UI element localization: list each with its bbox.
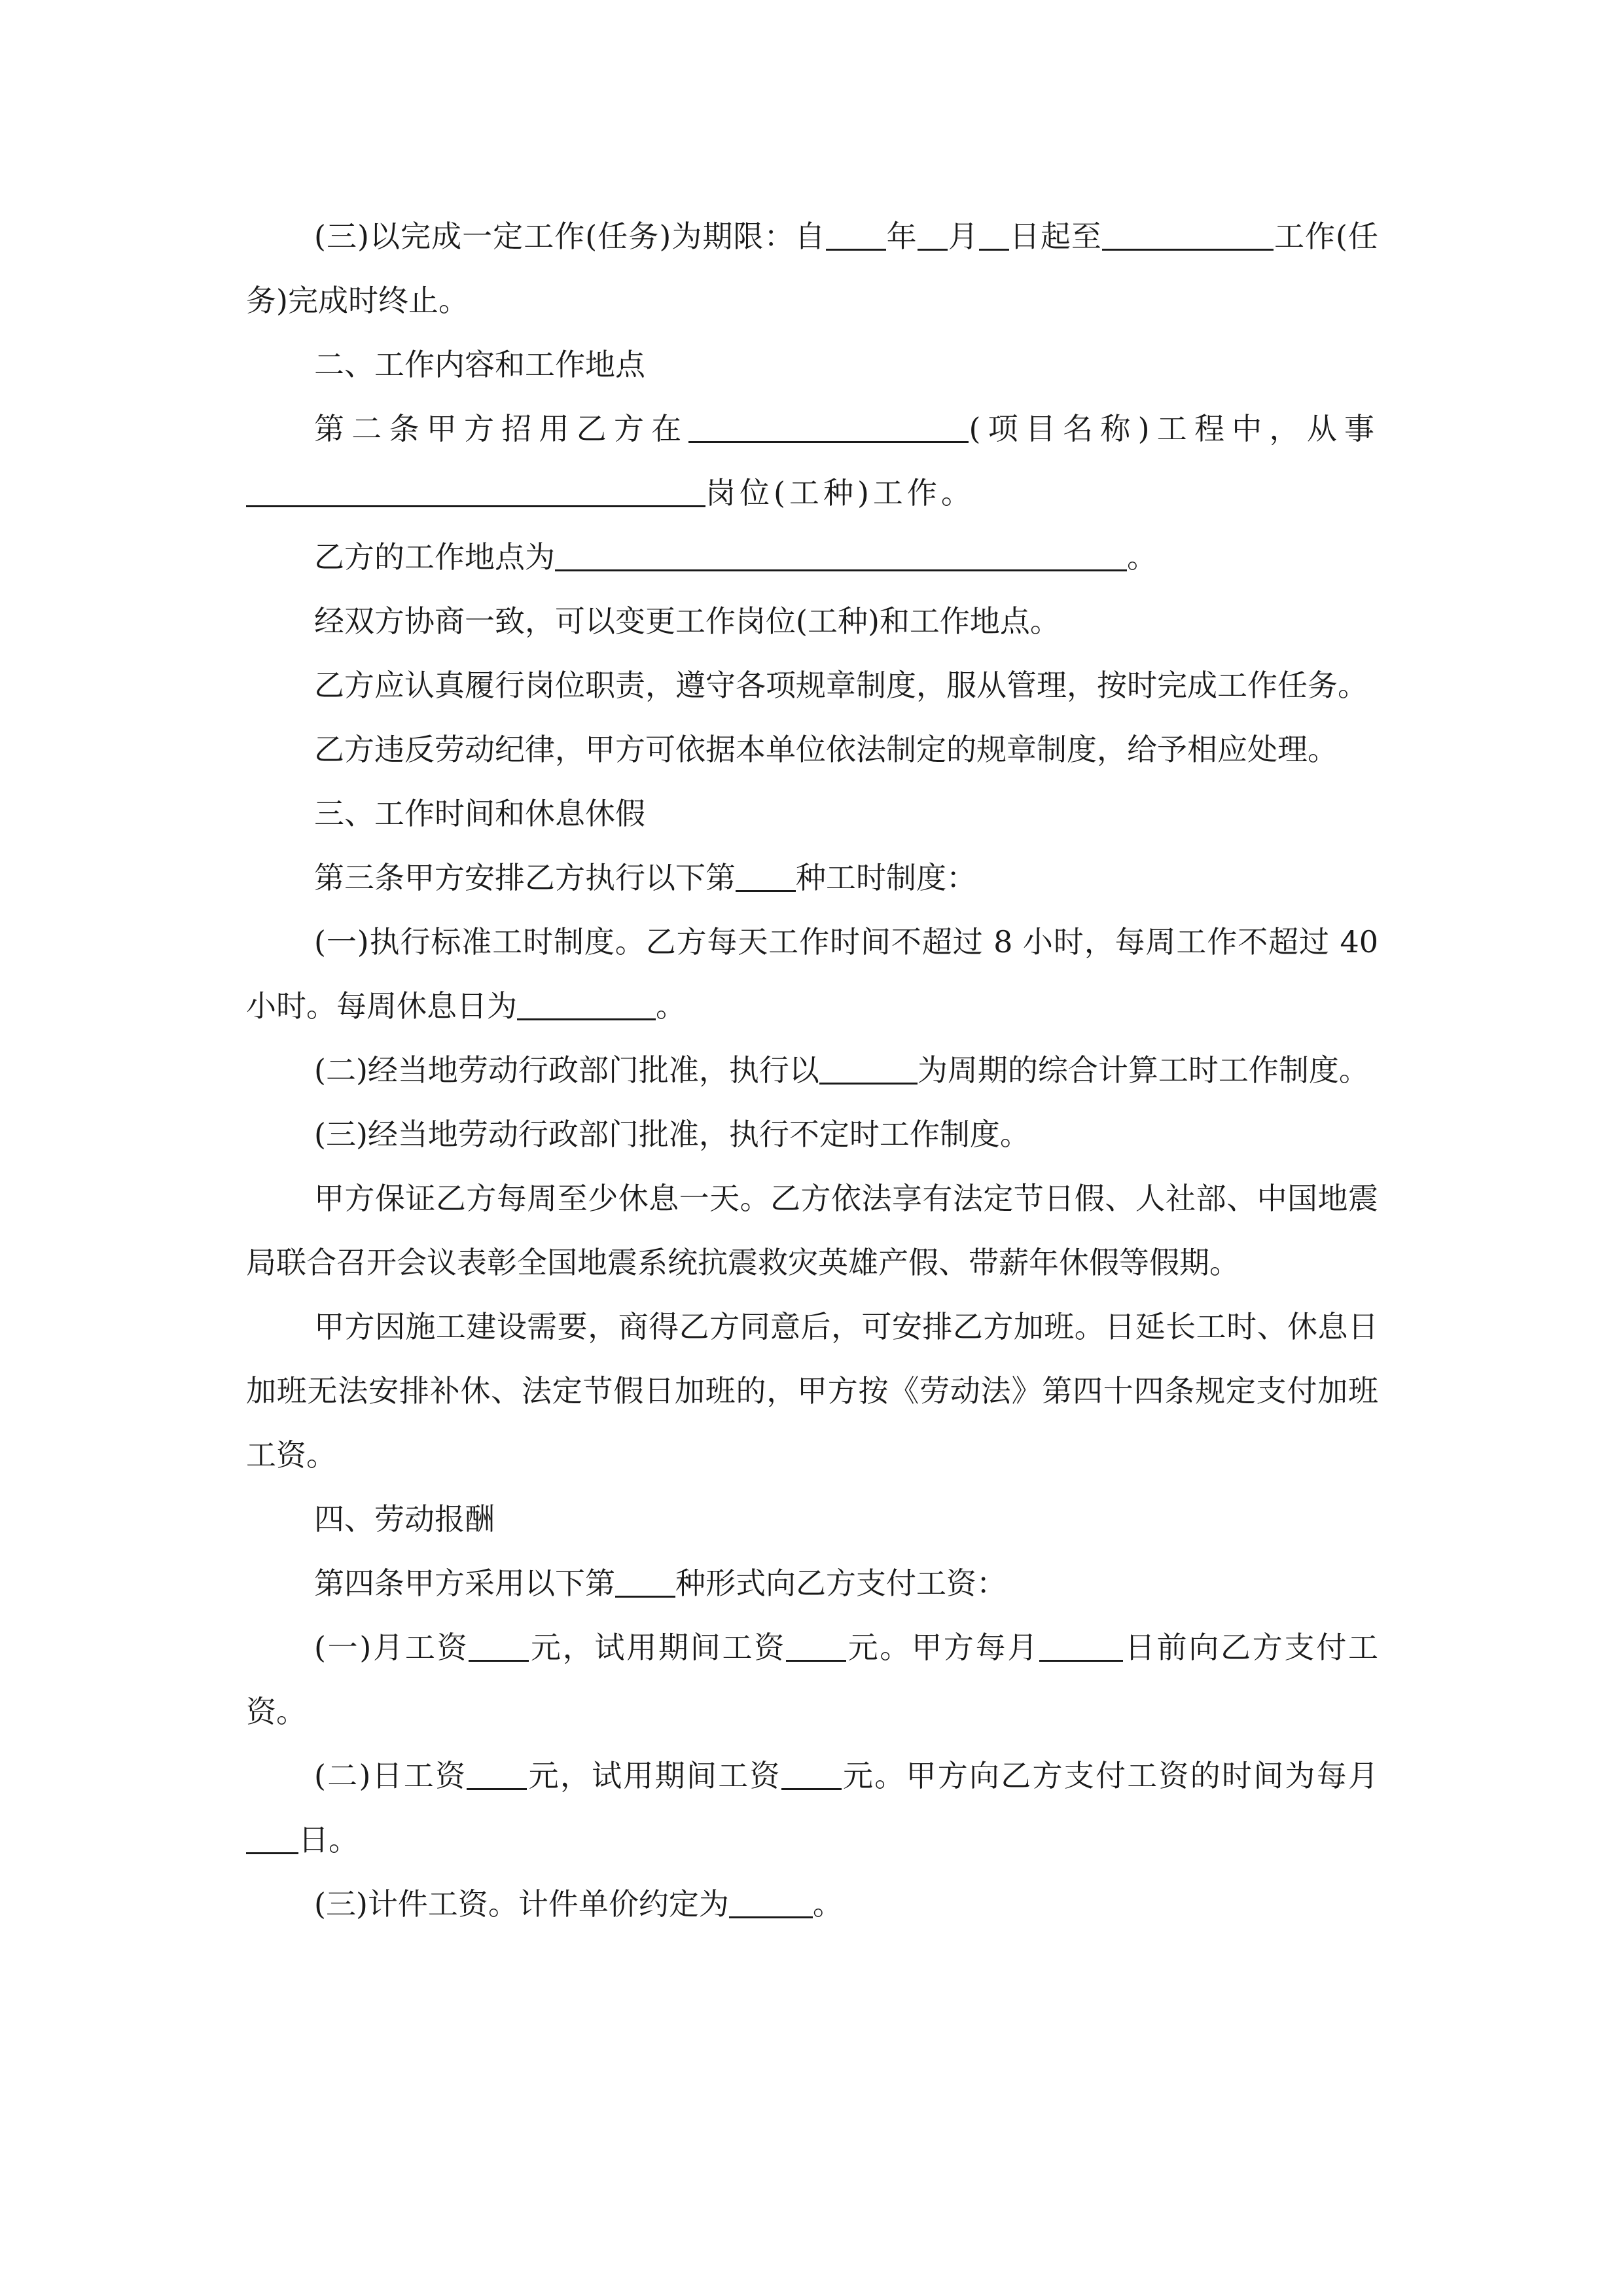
text: 第四条甲方采用以下第 [314,1566,615,1601]
paragraph-flexible-hours: (三)经当地劳动行政部门批准，执行不定时工作制度。 [314,1117,1030,1152]
text: 元，试用期间工资 [529,1630,786,1665]
text: (二)经当地劳动行政部门批准，执行以 [314,1052,819,1088]
text: (三)计件工资。计件单价约定为 [314,1886,729,1922]
paragraph-overtime: 甲方因施工建设需要，商得乙方同意后，可安排乙方加班。日延长工时、休息日加班无法安排补休、法定节假日加班的，甲方按《劳动法》第四十四条规定支付加班工资。 [246,1309,1378,1473]
text: 乙方的工作地点为 [314,539,555,575]
text: 岗位(工种)工作。 [705,475,975,511]
blank-pay-form [615,1562,675,1598]
text: (项目名称)工程中，从事 [969,411,1378,446]
paragraph-comprehensive-hours [246,1038,1378,1102]
blank-project-name [688,407,969,443]
paragraph-duties: 乙方应认真履行岗位职责，遵守各项规章制度，服从管理，按时完成工作任务。 [314,668,1368,703]
section-heading-2: 二、工作内容和工作地点 [314,347,645,382]
text: (二)日工资 [314,1758,467,1793]
blank-position [246,471,705,507]
paragraph-term-task [246,204,1378,332]
blank-day [979,215,1009,251]
blank-pay-day [1039,1626,1123,1662]
text: 月 [947,219,979,254]
blank-daily-wage [467,1754,527,1790]
paragraph-rest-guarantee: 甲方保证乙方每周至少休息一天。乙方依法享有法定节日假、人社部、中国地震局联合召开会议表彰全国地震系统抗震救灾英雄产假、带薪年休假等假期。 [246,1181,1378,1280]
blank-probation-wage [786,1626,846,1662]
text: 年 [885,219,918,254]
paragraph-standard-hours [246,910,1378,1038]
text: 。 [656,988,686,1024]
paragraph-daily-wage [246,1744,1378,1872]
paragraph-monthly-wage [246,1615,1378,1744]
blank-year [826,215,886,251]
text: 日起至 [1008,219,1102,254]
blank-month [918,215,948,251]
text: 第二条甲方招用乙方在 [314,411,689,446]
paragraph-discipline: 乙方违反劳动纪律，甲方可依据本单位依法制定的规章制度，给予相应处理。 [314,732,1338,767]
text: 日。 [298,1822,359,1857]
text: 工作(任务)完成时终止。 [246,219,1379,318]
paragraph-article-4 [246,1551,1378,1615]
paragraph-change-position: 经双方协商一致，可以变更工作岗位(工种)和工作地点。 [314,603,1060,639]
blank-monthly-wage [469,1626,529,1662]
text: 元。甲方每月 [846,1630,1040,1665]
section-heading-4: 四、劳动报酬 [314,1501,495,1537]
text: 种形式向乙方支付工资： [675,1566,1007,1601]
text: 。 [812,1886,843,1922]
text: 日前向乙方支付工资。 [246,1630,1379,1729]
paragraph-article-2 [246,397,1378,525]
paragraph-article-3 [246,846,1378,910]
blank-rest-day [517,984,656,1020]
text: 种工时制度： [796,860,976,895]
blank-period [819,1049,918,1085]
section-heading-3: 三、工作时间和休息休假 [314,796,645,831]
text: (一)月工资 [314,1630,469,1665]
paragraph-piece-wage [246,1872,1378,1936]
blank-monthly-pay-day [246,1818,298,1854]
blank-probation-daily-wage [781,1754,842,1790]
blank-hours-system [736,856,796,892]
text: 元，试用期间工资 [527,1758,781,1793]
text: 为周期的综合计算工时工作制度。 [917,1052,1369,1088]
blank-until [1102,215,1274,251]
paragraph-work-location [246,525,1378,589]
text: (三)以完成一定工作(任务)为期限：自 [314,219,826,254]
text: 第三条甲方安排乙方执行以下第 [314,860,736,895]
blank-piece-rate [729,1882,813,1918]
text: (一)执行标准工时制度。乙方每天工作时间不超过 8 小时，每周工作不超过 40 小时。每周休息日为 [246,924,1378,1024]
blank-work-location [555,535,1127,571]
text: 元。甲方向乙方支付工资的时间为每月 [841,1758,1379,1793]
document-page [246,204,1378,1936]
text: 。 [1127,539,1157,575]
